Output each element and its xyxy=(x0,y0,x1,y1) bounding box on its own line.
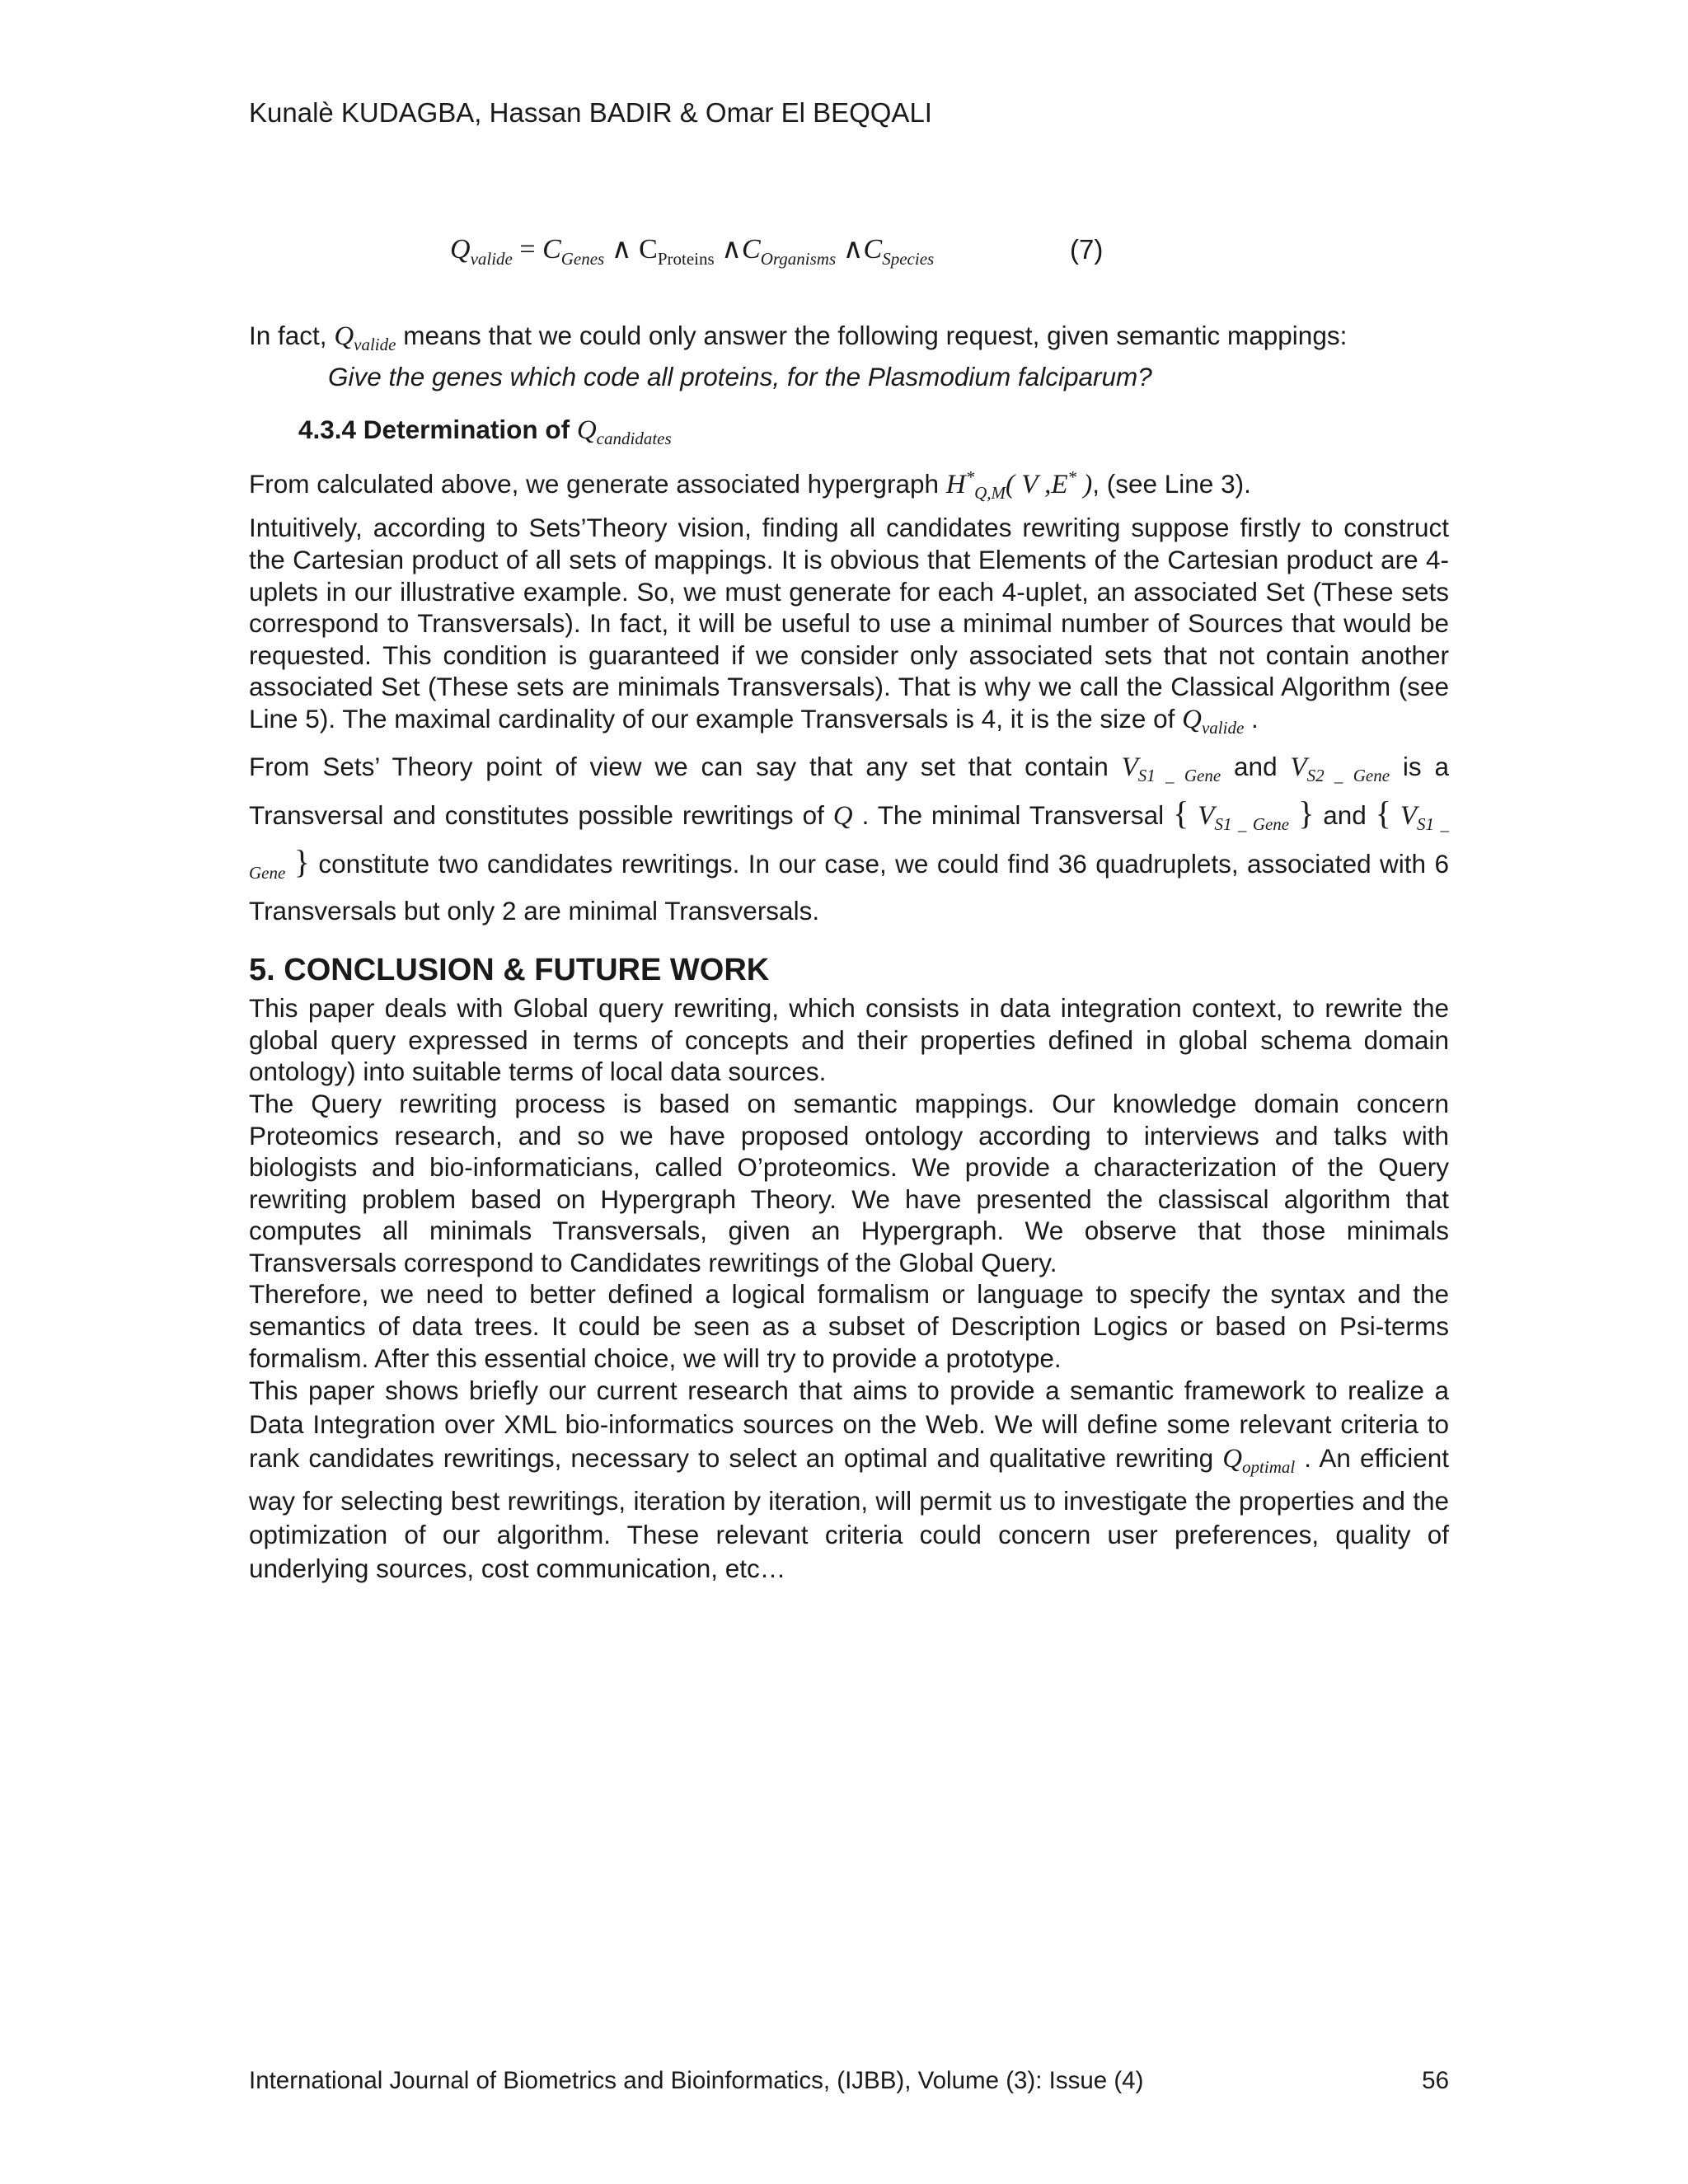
eq-c-proteins-sub: Proteins xyxy=(657,249,715,269)
eq-c-proteins: C xyxy=(639,234,658,265)
footer-journal: International Journal of Biometrics and Bioinformatics, (IJBB), Volume (3): Issue (4) xyxy=(249,2067,1144,2094)
math-v-s1-gene-3: $V_{S1 \_ Gene}$ xyxy=(249,800,1449,883)
math-v-s1-gene-2: $V_{S1 \_ Gene}$ xyxy=(1198,800,1290,834)
eq-c-genes-sub: Genes xyxy=(560,249,605,269)
math-q-candidates: $Q_{candidates}$ xyxy=(576,415,672,449)
eq-and-3: ∧ xyxy=(836,234,864,265)
math-q-valide: $Q_{valide}$ xyxy=(334,321,396,354)
eq-c-species: C xyxy=(863,234,883,265)
paragraph-hypergraph: From calculated above, we generate associated hypergraph $H^*_{Q,M}$( V ,E* ), (see Line 3). xyxy=(249,466,1251,503)
math-v-s1-gene: $V_{S1 \_ Gene}$ xyxy=(1121,752,1221,785)
brace-open: { xyxy=(1173,794,1189,832)
eq-and-1: ∧ xyxy=(604,234,640,265)
brace-close-2: } xyxy=(293,842,310,880)
section-heading-conclusion: 5. CONCLUSION & FUTURE WORK xyxy=(249,952,770,987)
math-v-s2-gene: $V_{S2 \_ Gene}$ xyxy=(1290,752,1390,785)
math-q-optimal: $Q_{optimal}$ xyxy=(1222,1444,1296,1478)
brace-close: } xyxy=(1298,794,1315,832)
eq-q-sub: valide xyxy=(470,249,513,269)
equation-number: (7) xyxy=(1070,234,1104,265)
example-request: Give the genes which code all proteins, for the Plasmodium falciparum? xyxy=(328,361,1152,391)
math-q: Q xyxy=(832,800,853,831)
subsection-heading-4-3-4: 4.3.4 Determination of $Q_{candidates}$ xyxy=(298,415,672,449)
paper-page xyxy=(249,0,1449,2184)
eq-and-2: ∧ xyxy=(714,234,743,265)
footer-page-number: 56 xyxy=(1422,2067,1449,2094)
body-content xyxy=(249,320,1449,1586)
math-q-valide-2: $Q_{valide}$ xyxy=(1182,704,1245,738)
eq-equals: = xyxy=(512,234,543,265)
eq-c-species-sub: Species xyxy=(882,249,935,269)
conclusion-paragraph-3: Therefore, we need to better defined a logical formalism or language to specify the syntax and the semantics of data trees. It could be seen as a subset of Description Logics or based on Psi-terms formalism. After this essential choice, we will try to provide a prototype. xyxy=(249,1279,1449,1373)
brace-open-2: { xyxy=(1375,794,1391,832)
eq-c-organisms: C xyxy=(742,234,761,265)
eq-c-organisms-sub: Organisms xyxy=(760,249,837,269)
eq-q: Q xyxy=(450,234,471,265)
conclusion-paragraph-2: The Query rewriting process is based on semantic mappings. Our knowledge domain concern Proteomics research, and so we have proposed ontology according to interviews and talks with biologists and bio-informaticians, called O’proteomics. We provide a characterization of the Query rewriting problem based on Hypergraph Theory. We have presented the classiscal algorithm that computes all minimals Transversals, given an Hypergraph. We observe that those minimals Transversals correspond to Candidates rewritings of the Global Query. xyxy=(249,1088,1449,1277)
math-hypergraph: $H^*_{Q,M}$( V ,E* ) xyxy=(945,466,1093,503)
paragraph-intuitively: Intuitively, according to Sets’Theory vision, finding all candidates rewriting suppose firstly to construct the Cartesian product of all sets of mappings. It is obvious that Elements of the Cartesian product are 4-uplets in our illustrative example. So, we must generate for each 4-uplet, an associated Set (These sets correspond to Transversals). In fact, it will be useful to use a minimal number of Sources that would be requested. This condition is guaranteed if we consider only associated sets that not contain another associated Set (These sets are minimals Transversals). That is why we call the Classical Algorithm (see Line 5). The maximal cardinality of our example Transversals is 4, it is the size of $Q_{valide}$ . xyxy=(249,513,1449,738)
conclusion-paragraph-4: This paper shows briefly our current research that aims to provide a semantic framework to realize a Data Integration over XML bio-informatics sources on the Web. We will define some relevant criteria to rank candidates rewritings, necessary to select an optimal and qualitative rewriting $Q_{optimal}$ . An efficient way for selecting best rewritings, iteration by iteration, will permit us to investigate the properties and the optimization of our algorithm. These relevant criteria could concern user preferences, quality of underlying sources, cost communication, etc… xyxy=(249,1376,1449,1584)
paragraph-sets-theory: From Sets’ Theory point of view we can say that any set that contain $V_{S1 \_ Gene}$ and $V_{S2 \_ Gene}$ is a Transversal and constitutes possible rewritings of Q . The minimal Transversal { $V_{S1 \_ Gene}$ } and { $V_{S1 \_ Gene}$ } constitute two candidates rewritings. In our case, we could find 36 quadruplets, associated with 6 Transversals but only 2 are minimal Transversals. xyxy=(249,751,1449,926)
running-header-authors: Kunalè KUDAGBA, Hassan BADIR & Omar El BEQQALI xyxy=(249,97,932,128)
paragraph-in-fact: In fact, $Q_{valide}$ means that we could only answer the following request, given semantic mappings: xyxy=(249,321,1348,354)
equation-7 xyxy=(450,232,934,269)
eq-c-genes: C xyxy=(542,234,561,265)
conclusion-paragraph-1: This paper deals with Global query rewriting, which consists in data integration context, to rewrite the global query expressed in terms of concepts and their properties defined in global schema domain ontology) into suitable terms of local data sources. xyxy=(249,993,1449,1087)
